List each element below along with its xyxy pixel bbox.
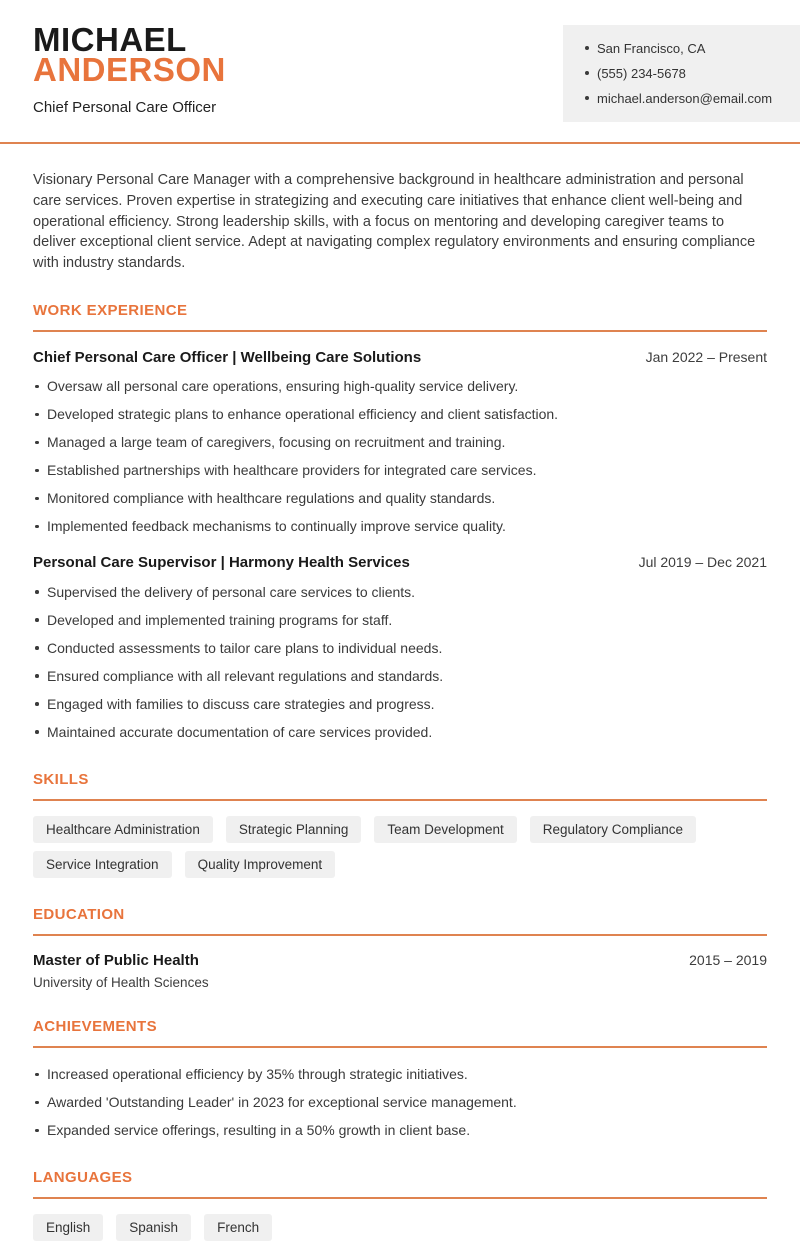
job-bullet: Maintained accurate documentation of care services provided. [33,721,767,743]
section-heading-skills: SKILLS [33,771,767,801]
job-entry [33,554,767,743]
job-bullet-list [33,581,767,743]
section-heading-education: EDUCATION [33,906,767,936]
skill-tag: Regulatory Compliance [530,816,696,843]
job-dates: Jul 2019 – Dec 2021 [638,554,767,571]
achievement-bullet: Expanded service offerings, resulting in a 50% growth in client base. [33,1120,767,1142]
contact-card [563,25,800,122]
section-work-experience [33,302,767,743]
skill-tag: Service Integration [33,851,172,878]
skill-tag: Strategic Planning [226,816,362,843]
language-tag: Spanish [116,1214,191,1241]
job-bullet: Monitored compliance with healthcare regulations and quality standards. [33,488,767,510]
skill-tag-list [33,816,767,878]
job-bullet: Oversaw all personal care operations, ensuring high-quality service delivery. [33,376,767,398]
section-education [33,906,767,990]
job-bullet: Established partnerships with healthcare providers for integrated care services. [33,460,767,482]
skill-tag: Healthcare Administration [33,816,213,843]
header-divider [0,142,800,144]
skill-tag: Quality Improvement [185,851,336,878]
header-job-title: Chief Personal Care Officer [33,99,217,116]
resume-body [0,170,800,1241]
job-bullet: Developed and implemented training programs for staff. [33,609,767,631]
job-bullet: Conducted assessments to tailor care plans to individual needs. [33,637,767,659]
job-entry-header [33,554,767,571]
job-title: Chief Personal Care Officer | Wellbeing Care Solutions [33,348,422,366]
section-heading-languages: LANGUAGES [33,1169,767,1199]
language-tag: English [33,1214,103,1241]
degree-title: Master of Public Health [33,951,199,969]
section-languages [33,1169,767,1241]
job-bullet: Implemented feedback mechanisms to continually improve service quality. [33,516,767,538]
section-heading-achievements: ACHIEVEMENTS [33,1018,767,1048]
job-dates: Jan 2022 – Present [645,348,767,365]
job-bullet: Engaged with families to discuss care strategies and progress. [33,693,767,715]
education-dates: 2015 – 2019 [689,951,767,968]
candidate-name [33,21,226,88]
name-last-line: ANDERSON [33,51,226,88]
job-title: Personal Care Supervisor | Harmony Health Services [33,554,410,572]
achievement-bullet: Awarded 'Outstanding Leader' in 2023 for exceptional service management. [33,1092,767,1114]
job-bullet: Developed strategic plans to enhance operational efficiency and client satisfaction. [33,404,767,426]
job-entry-header [33,349,767,366]
achievement-bullet: Increased operational efficiency by 35% through strategic initiatives. [33,1064,767,1086]
school-name: University of Health Sciences [33,974,209,990]
education-entry-left [33,952,209,990]
section-skills [33,771,767,878]
contact-email: michael.anderson@email.com [585,87,786,110]
contact-location: San Francisco, CA [585,37,786,60]
resume-header [0,0,800,122]
job-bullet-list [33,376,767,538]
job-entry [33,349,767,538]
achievement-list [33,1064,767,1142]
summary-paragraph: Visionary Personal Care Manager with a comprehensive background in healthcare administration and personal care services. Proven expertise in strategizing and executing care initiatives that enhance client well-being and operational efficiency. Strong leadership skills, with a focus on mentoring and developing caregiver teams to deliver exceptional client service. Adept at navigating complex regulatory environments and ensuring compliance with industry standards. [33,172,756,272]
job-bullet: Supervised the delivery of personal care services to clients. [33,581,767,603]
section-achievements [33,1018,767,1142]
job-bullet: Managed a large team of caregivers, focusing on recruitment and training. [33,432,767,454]
education-entry [33,952,767,990]
skill-tag: Team Development [374,816,516,843]
language-tag-list [33,1214,767,1241]
contact-phone: (555) 234-5678 [585,62,786,85]
header-identity [33,21,226,116]
name-first-line: MICHAEL [33,21,187,58]
job-bullet: Ensured compliance with all relevant regulations and standards. [33,665,767,687]
language-tag: French [204,1214,272,1241]
section-heading-work-experience: WORK EXPERIENCE [33,302,767,332]
